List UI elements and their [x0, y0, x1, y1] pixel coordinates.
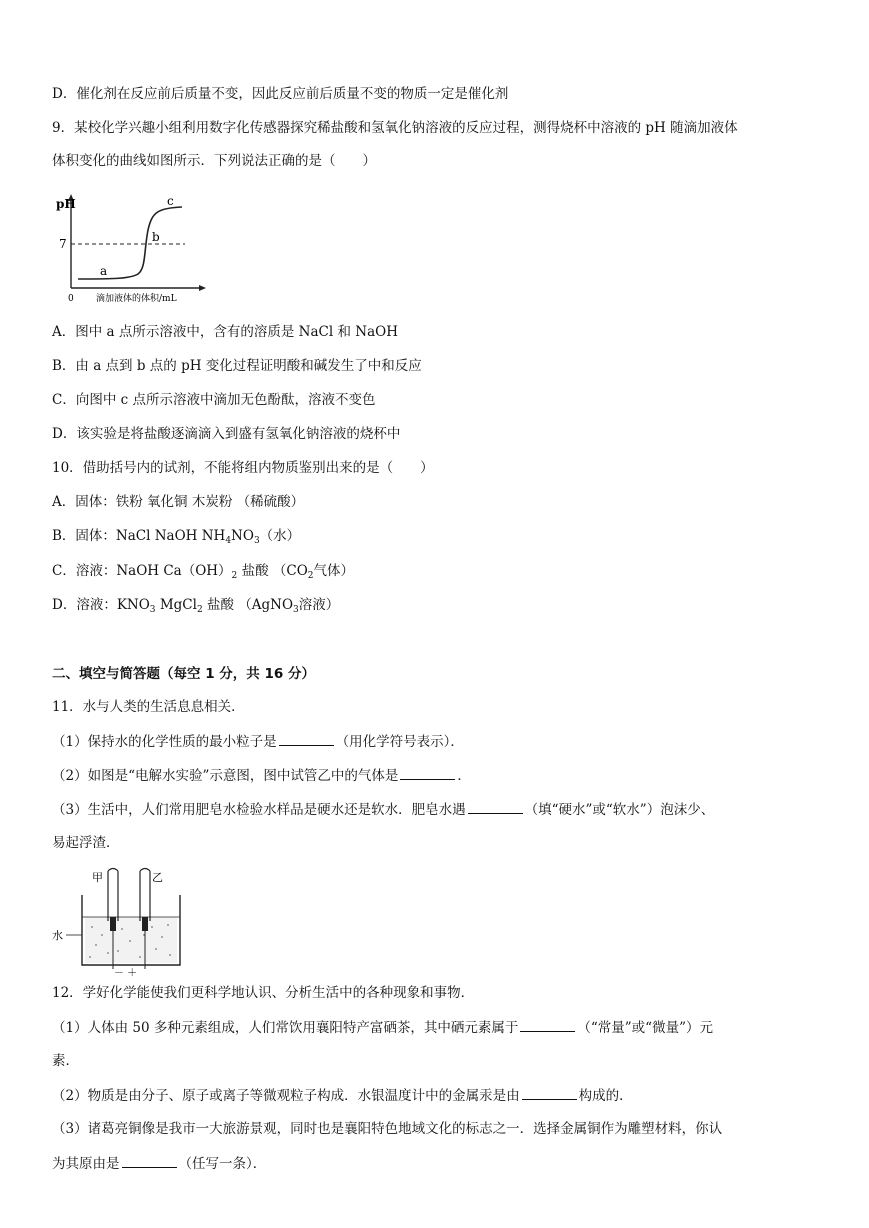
q12-blank-1[interactable]: [520, 1017, 575, 1032]
q11-blank-3[interactable]: [468, 799, 523, 814]
q10-option-c: C．溶液：NaOH $Ca(OH)_2$ 盐酸 （$CO_2$气体）: [52, 563, 354, 581]
polarity-label: － ＋: [114, 968, 138, 977]
water-label: 水: [52, 929, 63, 942]
q12-part3-line2: 为其原由是 （任写一条）．: [52, 1153, 266, 1174]
point-b-label: b: [152, 230, 160, 244]
point-c-label: c: [167, 194, 174, 208]
q10-option-b: B．固体：NaCl NaOH $NH_4NO_3$（水）: [52, 528, 301, 546]
q12-part2: （2）物质是由分子、原子或离子等微观粒子构成．水银温度计中的金属汞是由 构成的．: [52, 1085, 633, 1106]
q12-part1: （1）人体由 50 多种元素组成，人们常饮用襄阳特产富硒茶，其中硒元素属于 （“常量”或“微量”）元: [52, 1017, 713, 1038]
q12-blank-3[interactable]: [122, 1153, 177, 1168]
q9-option-d: D．该实验是将盐酸逐滴滴入到盛有氢氧化钠溶液的烧杯中: [52, 426, 401, 442]
q11-part3: （3）生活中，人们常用肥皂水检验水样品是硬水还是软水．肥皂水遇 （填“硬水”或“软水”）泡沫少、: [52, 799, 714, 820]
point-a-label: a: [100, 264, 108, 278]
q8-option-d: D．催化剂在反应前后质量不变，因此反应前后质量不变的物质一定是催化剂: [52, 86, 509, 102]
electrode-right: [142, 917, 148, 931]
ph7-label: 7: [59, 237, 67, 251]
q12-part1-line2: 素．: [52, 1053, 79, 1069]
q11-part2: （2）如图是“电解水实验”示意图，图中试管乙中的气体是 ．: [52, 765, 471, 786]
tube-yi-label: 乙: [152, 871, 163, 884]
ph-curve-figure: [50, 190, 220, 305]
tube-yi: [140, 869, 150, 922]
q11-blank-2[interactable]: [400, 765, 455, 780]
x-axis-arrow: [199, 285, 206, 291]
q10-option-a: A．固体：铁粉 氧化铜 木炭粉 （稀硫酸）: [52, 494, 305, 510]
q11-part1: （1）保持水的化学性质的最小粒子是 （用化学符号表示）．: [52, 731, 464, 752]
y-axis-label: pH: [56, 197, 76, 211]
electrode-left: [110, 917, 116, 931]
ph-curve: [78, 207, 182, 279]
section2-title: 二、填空与简答题（每空 1 分，共 16 分）: [52, 666, 315, 682]
q9-stem-line2: 体积变化的曲线如图所示．下列说法正确的是（ ）: [52, 153, 376, 169]
q11-blank-1[interactable]: [279, 731, 334, 746]
q9-option-b: B．由 a 点到 b 点的 pH 变化过程证明酸和碱发生了中和反应: [52, 358, 422, 374]
tube-jia: [108, 869, 118, 922]
q12-part3-line1: （3）诸葛亮铜像是我市一大旅游景观，同时也是襄阳特色地域文化的标志之一．选择金属铜作为雕塑材料，你认: [52, 1121, 723, 1137]
q11-stem: 11．水与人类的生活息息相关．: [52, 699, 245, 715]
water-body: [85, 917, 177, 963]
q10-stem: 10．借助括号内的试剂，不能将组内物质鉴别出来的是（ ）: [52, 460, 434, 476]
x-axis-label: 滴加液体的体积/mL: [96, 294, 177, 304]
ph-curve-svg: [50, 190, 220, 305]
q12-blank-2[interactable]: [522, 1085, 577, 1100]
q9-option-a: A．图中 a 点所示溶液中，含有的溶质是 NaCl 和 NaOH: [52, 324, 398, 340]
origin-label: 0: [68, 294, 74, 304]
q9-option-c: C．向图中 c 点所示溶液中滴加无色酚酞，溶液不变色: [52, 392, 376, 408]
tube-jia-label: 甲: [92, 871, 103, 884]
electrolysis-svg: [52, 865, 192, 977]
q10-option-d: D．溶液：$KNO_3$ MgCl$_2$ 盐酸 （AgNO$_3$溶液）: [52, 597, 340, 615]
electrolysis-figure: [52, 865, 192, 977]
q9-stem-line1: 9．某校化学兴趣小组利用数字化传感器探究稀盐酸和氢氧化钠溶液的反应过程，测得烧杯中溶液的 pH 随滴加液体: [52, 120, 738, 136]
q11-part3-line2: 易起浮渣．: [52, 835, 120, 851]
q12-stem: 12．学好化学能使我们更科学地认识、分析生活中的各种现象和事物．: [52, 985, 475, 1001]
